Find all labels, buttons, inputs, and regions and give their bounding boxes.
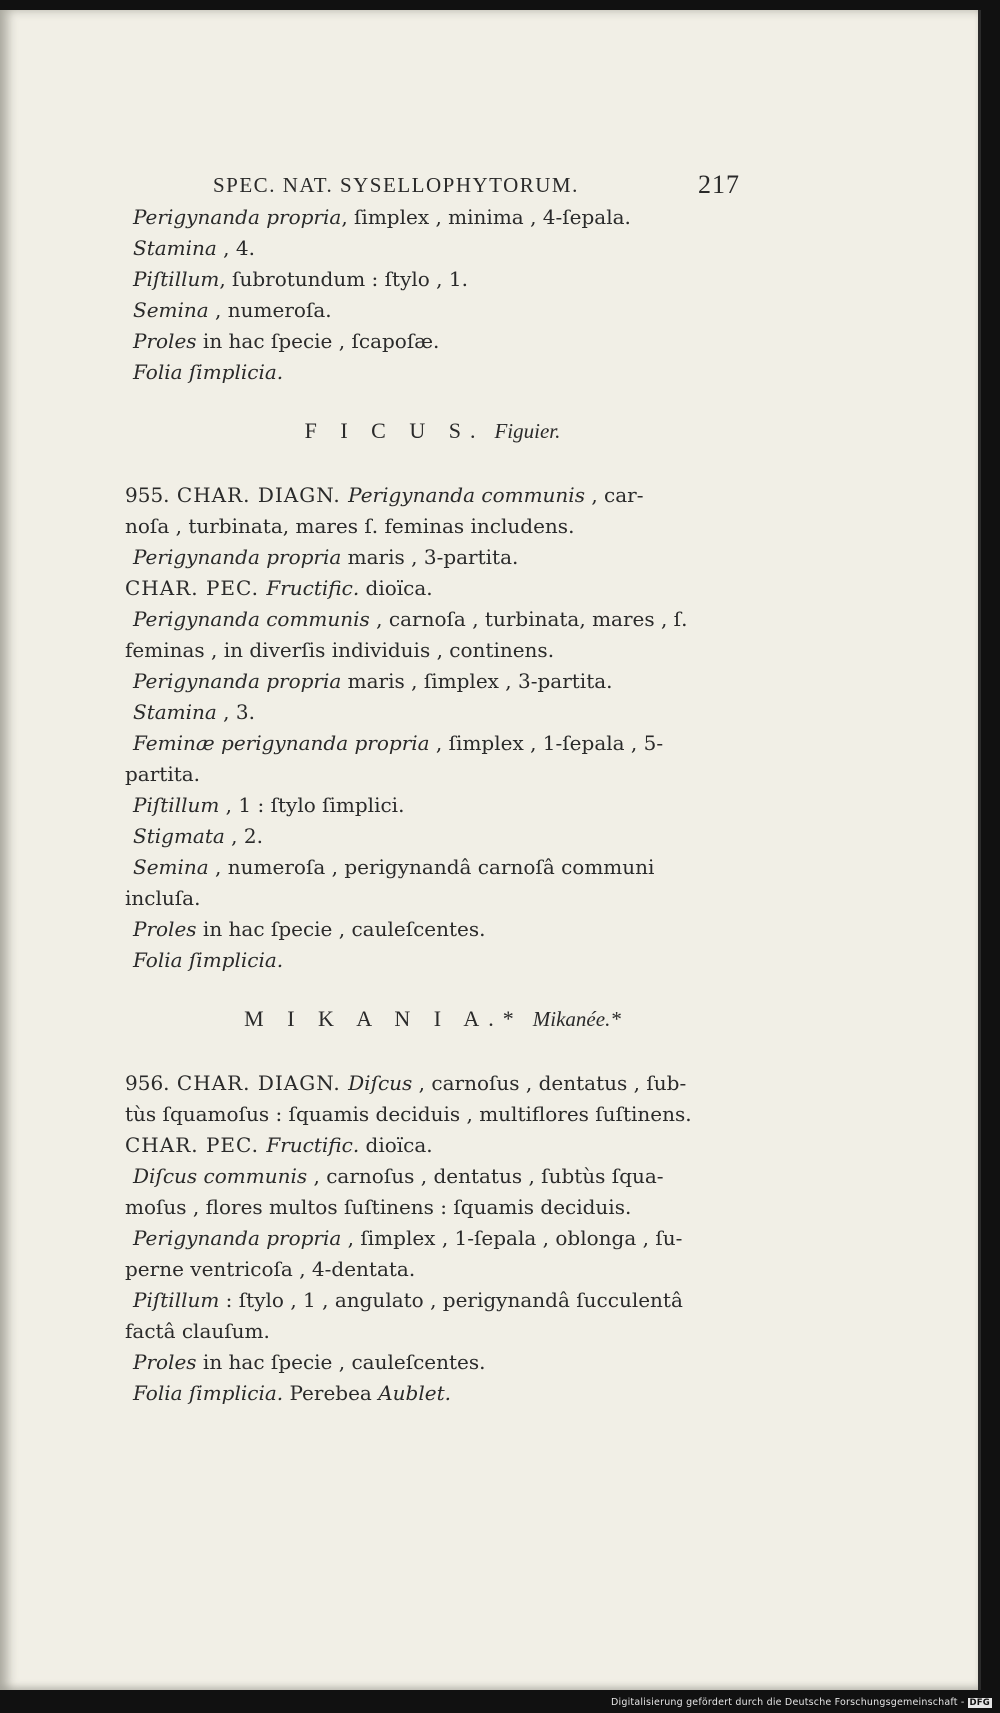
text-line: Feminæ perigynanda propria , ſimplex , 1-ſepala , 5-	[133, 731, 664, 755]
text-line: 956. CHAR. DIAGN. Diſcus , carnoſus , dentatus , ſub-	[125, 1071, 687, 1095]
text-line: noſa , turbinata, mares ſ. feminas includens.	[125, 514, 575, 538]
text-line: 955. CHAR. DIAGN. Perigynanda communis , car-	[125, 483, 644, 507]
running-header	[213, 168, 740, 202]
text-line: Folia ſimplicia.	[133, 360, 284, 384]
text-line: Stamina , 3.	[133, 700, 255, 724]
text-line: Diſcus communis , carnoſus , dentatus , ſubtùs ſqua-	[133, 1164, 664, 1188]
genus-heading-mikania: M I K A N I A.* Mikanée.*	[244, 1006, 621, 1031]
text-line: Stamina , 4.	[133, 236, 255, 260]
text-line: Stigmata , 2.	[133, 824, 263, 848]
text-line: partita.	[125, 762, 201, 786]
page-content	[125, 168, 740, 1409]
page-number: 217	[698, 170, 740, 199]
text-line: Semina , numeroſa , perigynandâ carnoſâ communi	[133, 855, 655, 879]
text-line: tùs ſquamoſus : ſquamis deciduis , multiflores ſuſtinens.	[125, 1102, 692, 1126]
text-line: Piſtillum, ſubrotundum : ſtylo , 1.	[133, 267, 468, 291]
text-line: Proles in hac ſpecie , cauleſcentes.	[133, 917, 486, 941]
text-line: CHAR. PEC. Fructific. dioïca.	[125, 576, 433, 600]
text-line: factâ clauſum.	[125, 1319, 270, 1343]
text-line: perne ventricoſa , 4-dentata.	[125, 1257, 416, 1281]
text-line: Perigynanda communis , carnoſa , turbinata, mares , ſ.	[133, 607, 688, 631]
text-line: Proles in hac ſpecie , cauleſcentes.	[133, 1350, 486, 1374]
text-line: feminas , in diverſis individuis , continens.	[125, 638, 555, 662]
text-line: Folia ſimplicia.	[133, 948, 284, 972]
book-page	[0, 10, 981, 1690]
running-title: SPEC. NAT. SYSELLOPHYTORUM.	[213, 173, 579, 197]
text-line: Proles in hac ſpecie , ſcapoſæ.	[133, 329, 440, 353]
genus-heading-ficus: F I C U S. Figuier.	[304, 418, 561, 443]
dfg-logo: DFG	[969, 1698, 990, 1708]
text-line: Semina , numeroſa.	[133, 298, 332, 322]
text-line: Perigynanda propria maris , 3-partita.	[133, 545, 519, 569]
text-line: Folia ſimplicia. Perebea Aublet.	[133, 1381, 451, 1405]
text-line: Piſtillum , 1 : ſtylo ſimplici.	[133, 793, 405, 817]
text-line: moſus , flores multos ſuſtinens : ſquamis deciduis.	[125, 1195, 632, 1219]
text-line: Perigynanda propria, ſimplex , minima , 4-ſepala.	[133, 205, 631, 229]
text-line: incluſa.	[125, 886, 201, 910]
digitization-credit	[611, 1697, 992, 1708]
text-line: Perigynanda propria , ſimplex , 1-ſepala , oblonga , ſu-	[133, 1226, 683, 1250]
text-line: CHAR. PEC. Fructific. dioïca.	[125, 1133, 433, 1157]
text-line: Piſtillum : ſtylo , 1 , angulato , perigynandâ ſucculentâ	[133, 1288, 683, 1312]
credit-text: Digitalisierung gefördert durch die Deutsche Forschungsgemeinschaft -	[611, 1697, 965, 1708]
text-line: Perigynanda propria maris , ſimplex , 3-partita.	[133, 669, 613, 693]
